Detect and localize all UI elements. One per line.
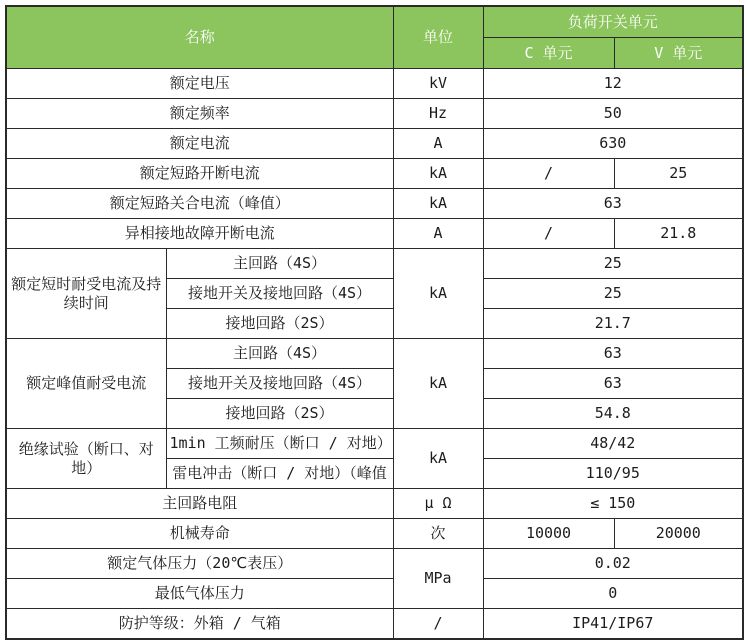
header-row-1 [6,6,743,38]
table-row [6,429,743,459]
sub-name-cell: 接地回路（2S） [166,309,393,339]
spec-name-cell: 额定短路关合电流（峰值） [6,189,393,219]
unit-cell: kV [393,69,483,99]
header-col-v: V 单元 [614,38,743,69]
unit-cell: kA [393,159,483,189]
unit-cell: A [393,219,483,249]
table-row [6,609,743,639]
table-row [6,69,743,99]
value-v-cell: 21.8 [614,219,743,249]
header-unit: 单位 [393,6,483,69]
value-cell: 63 [483,369,743,399]
unit-cell: kA [393,429,483,489]
value-cell: 0 [483,579,743,609]
sub-name-cell: 主回路（4S） [166,249,393,279]
sub-name-cell: 主回路（4S） [166,339,393,369]
spec-name-cell: 额定频率 [6,99,393,129]
value-cell: 54.8 [483,399,743,429]
table-row [6,519,743,549]
unit-cell: 次 [393,519,483,549]
unit-cell: / [393,609,483,639]
value-cell: 25 [483,279,743,309]
value-cell: 63 [483,189,743,219]
spec-name-cell: 主回路电阻 [6,489,393,519]
unit-cell: kA [393,189,483,219]
table-row [6,249,743,279]
group-cell: 绝缘试验（断口、对地） [6,429,166,489]
spec-name-cell: 机械寿命 [6,519,393,549]
value-cell: 50 [483,99,743,129]
spec-table [5,5,744,640]
group-cell: 额定峰值耐受电流 [6,339,166,429]
header-name: 名称 [6,6,393,69]
value-cell: 0.02 [483,549,743,579]
group-cell: 额定短时耐受电流及持续时间 [6,249,166,339]
unit-cell: Hz [393,99,483,129]
spec-name-cell: 防护等级：外箱 / 气箱 [6,609,393,639]
header-group: 负荷开关单元 [483,6,743,38]
spec-name-cell: 额定电流 [6,129,393,159]
value-c-cell: / [483,159,614,189]
spec-name-cell: 异相接地故障开断电流 [6,219,393,249]
value-cell: 21.7 [483,309,743,339]
value-cell: IP41/IP67 [483,609,743,639]
table-row [6,99,743,129]
value-v-cell: 25 [614,159,743,189]
value-v-cell: 20000 [614,519,743,549]
spec-name-cell: 额定短路开断电流 [6,159,393,189]
value-cell: 12 [483,69,743,99]
unit-cell: μ Ω [393,489,483,519]
spec-name-cell: 最低气体压力 [6,579,393,609]
value-cell: 25 [483,249,743,279]
unit-cell: kA [393,339,483,429]
header-col-c: C 单元 [483,38,614,69]
value-c-cell: 10000 [483,519,614,549]
table-row [6,549,743,579]
table-row [6,129,743,159]
table-row [6,159,743,189]
table-row [6,489,743,519]
sub-name-cell: 接地回路（2S） [166,399,393,429]
sub-name-cell: 接地开关及接地回路（4S） [166,279,393,309]
spec-name-cell: 额定电压 [6,69,393,99]
value-cell: 63 [483,339,743,369]
table-row [6,579,743,609]
value-c-cell: / [483,219,614,249]
table-row [6,219,743,249]
unit-cell: MPa [393,549,483,609]
value-cell: 48/42 [483,429,743,459]
table-row [6,189,743,219]
unit-cell: kA [393,249,483,339]
sub-name-cell: 1min 工频耐压（断口 / 对地） [166,429,393,459]
value-cell: 630 [483,129,743,159]
sub-name-cell: 接地开关及接地回路（4S） [166,369,393,399]
value-cell: 110/95 [483,459,743,489]
spec-name-cell: 额定气体压力（20℃表压） [6,549,393,579]
unit-cell: A [393,129,483,159]
sub-name-cell: 雷电冲击（断口 / 对地）（峰值 [166,459,393,489]
value-cell: ≤ 150 [483,489,743,519]
table-row [6,339,743,369]
